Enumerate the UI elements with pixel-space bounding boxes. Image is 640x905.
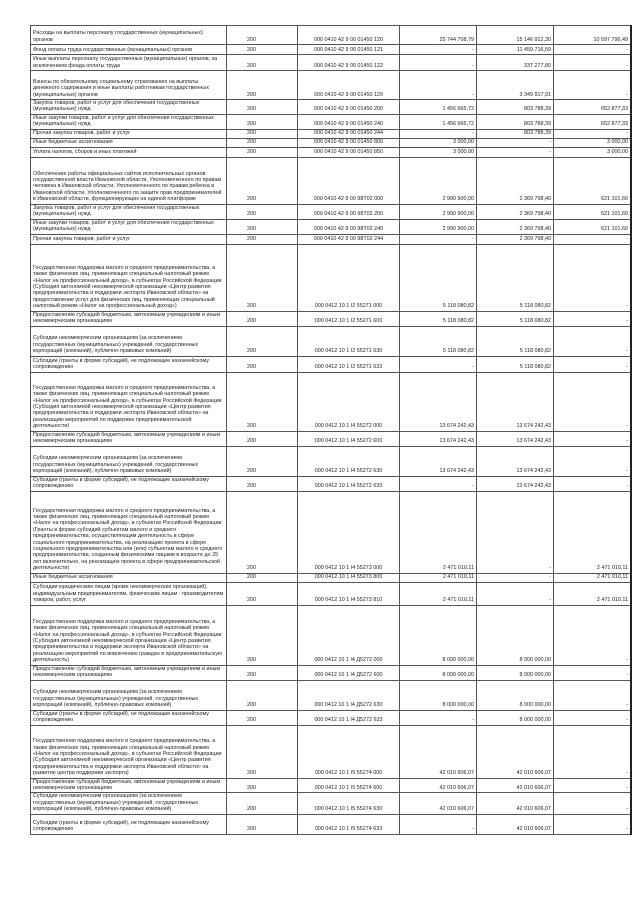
amount-unexecuted: 621 101,60: [554, 157, 632, 204]
amount-executed: -: [477, 573, 554, 582]
row-line-code: 200: [227, 71, 298, 100]
table-row: [31, 605, 632, 665]
table-row: [31, 476, 632, 491]
amount-executed: 5 118 080,82: [477, 311, 554, 326]
row-budget-code: 000 0410 42 9 00 98Т02 000: [298, 157, 400, 204]
amount-approved: 42 010 606,07: [400, 793, 477, 814]
table-row: [31, 356, 632, 372]
amount-executed: 8 000 000,00: [477, 710, 554, 725]
amount-executed: 3 349 917,91: [477, 71, 554, 100]
amount-unexecuted: -: [554, 710, 632, 725]
row-description: Иные закупки товаров, работ и услуг для обеспечения государственных (муниципальных) нужд: [31, 219, 227, 234]
row-line-code: 200: [227, 157, 298, 204]
row-description: Государственная поддержка малого и среднего предпринимательства, а также физических лиц, применяющих специальный налоговый режим «Налог на профессиональный доход», в субъектах Российской Федерации (Субсидия автономной некоммерческой организации «Центр развития предпринимательства и поддержки экспорта Ивановской области» на развитие центра поддержки экспорта): [31, 725, 227, 778]
amount-approved: 5 118 080,82: [400, 244, 477, 311]
amount-executed: 13 674 242,43: [477, 446, 554, 476]
row-budget-code: 000 0410 42 9 00 01450 120: [298, 26, 400, 45]
row-description: Обеспечение работы официальных сайтов исполнительных органов государственной власти Ивановской области, Уполномоченного по правам человека в Ивановской области, Уполномоченного по правам ребенка в Ивановской области, Уполномоченного по защите прав предпринимателей в Ивановской области, функционирующих на единой платформе: [31, 157, 227, 204]
table-row: [31, 372, 632, 431]
row-line-code: 200: [227, 372, 298, 431]
amount-executed: -: [477, 582, 554, 605]
amount-executed: 803 788,39: [477, 114, 554, 129]
amount-executed: 8 000 000,00: [477, 605, 554, 665]
amount-approved: 8 000 000,00: [400, 605, 477, 665]
row-description: Иные закупки товаров, работ и услуг для обеспечения государственных (муниципальных) нужд: [31, 114, 227, 129]
row-line-code: 200: [227, 446, 298, 476]
row-description: Субсидии (гранты в форме субсидий), не подлежащие казначейскому сопровождению: [31, 814, 227, 834]
row-line-code: 200: [227, 326, 298, 356]
row-description: Субсидии некоммерческим организациям (за исключением государственных (муниципальных) учреждений, государственных корпораций (компаний), публично-правовых компаний): [31, 326, 227, 356]
amount-approved: 13 674 242,43: [400, 446, 477, 476]
amount-approved: 1 456 665,72: [400, 100, 477, 115]
table-row: [31, 204, 632, 219]
row-budget-code: 000 0410 42 9 00 98Т02 244: [298, 234, 400, 244]
row-line-code: 200: [227, 204, 298, 219]
row-budget-code: 000 0410 42 9 00 01450 122: [298, 55, 400, 71]
row-description: Иные бюджетные ассигнования: [31, 138, 227, 147]
row-budget-code: 000 0412 10 1 I2 55271 000: [298, 244, 400, 311]
amount-unexecuted: -: [554, 665, 632, 680]
amount-unexecuted: -: [554, 431, 632, 446]
amount-approved: 3 000,00: [400, 138, 477, 147]
row-description: Фонд оплаты труда государственных (муниципальных) органов: [31, 45, 227, 55]
row-line-code: 200: [227, 356, 298, 372]
amount-approved: 42 010 606,07: [400, 778, 477, 793]
amount-unexecuted: -: [554, 244, 632, 311]
amount-executed: 337 277,80: [477, 55, 554, 71]
amount-executed: 11 459 716,59: [477, 45, 554, 55]
table-row: [31, 129, 632, 138]
row-description: Субсидии некоммерческим организациям (за исключением государственных (муниципальных) учреждений, государственных корпораций (компаний), публично-правовых компаний): [31, 446, 227, 476]
row-line-code: 200: [227, 55, 298, 71]
amount-unexecuted: -: [554, 814, 632, 834]
amount-unexecuted: -: [554, 793, 632, 814]
table-row: [31, 725, 632, 778]
amount-unexecuted: -: [554, 326, 632, 356]
amount-executed: 5 118 080,82: [477, 244, 554, 311]
row-line-code: 200: [227, 573, 298, 582]
amount-unexecuted: 10 597 796,49: [554, 26, 632, 45]
amount-unexecuted: 652 877,33: [554, 114, 632, 129]
amount-unexecuted: 2 471 010,11: [554, 573, 632, 582]
amount-unexecuted: 652 877,33: [554, 100, 632, 115]
amount-executed: 2 369 798,40: [477, 204, 554, 219]
amount-approved: -: [400, 71, 477, 100]
row-description: Субсидии (гранты в форме субсидий), не подлежащие казначейскому сопровождению: [31, 710, 227, 725]
amount-approved: 2 990 900,00: [400, 157, 477, 204]
amount-executed: -: [477, 147, 554, 157]
row-budget-code: 000 0412 10 1 I5 55274 633: [298, 814, 400, 834]
amount-unexecuted: -: [554, 55, 632, 71]
row-description: Субсидии некоммерческим организациям (за исключением государственных (муниципальных) учреждений, государственных корпораций (компаний), публично-правовых компаний): [31, 680, 227, 710]
row-line-code: 200: [227, 129, 298, 138]
amount-approved: 13 674 242,43: [400, 431, 477, 446]
row-budget-code: 000 0410 42 9 00 01450 800: [298, 138, 400, 147]
row-description: Государственная поддержка малого и среднего предпринимательства, а также физических лиц, применяющих специальный налоговый режим «Налог на профессиональный доход», в субъектах Российской Федерации (Субсидия автономной некоммерческой организации «Центр развития предпринимательства и поддержки экспорта Ивановской области» на реализацию мероприятий по вовлечению граждан в предпринимательскую деятельность): [31, 605, 227, 665]
amount-executed: -: [477, 491, 554, 573]
amount-unexecuted: -: [554, 476, 632, 491]
amount-unexecuted: -: [554, 372, 632, 431]
amount-executed: 42 010 606,07: [477, 814, 554, 834]
row-description: Иные бюджетные ассигнования: [31, 573, 227, 582]
table-row: [31, 431, 632, 446]
amount-approved: -: [400, 356, 477, 372]
amount-executed: 8 000 000,00: [477, 680, 554, 710]
table-row: [31, 311, 632, 326]
row-budget-code: 000 0412 10 1 I4 55272 000: [298, 372, 400, 431]
amount-executed: 803 788,39: [477, 129, 554, 138]
amount-unexecuted: 3 000,00: [554, 138, 632, 147]
table-row: [31, 710, 632, 725]
amount-executed: 15 146 912,30: [477, 26, 554, 45]
row-description: Предоставление субсидий бюджетным, автономным учреждениям и иным некоммерческим организациям: [31, 311, 227, 326]
table-row: [31, 778, 632, 793]
amount-approved: -: [400, 55, 477, 71]
row-budget-code: 000 0412 10 1 I4 55273 810: [298, 582, 400, 605]
amount-unexecuted: -: [554, 234, 632, 244]
amount-unexecuted: -: [554, 71, 632, 100]
row-budget-code: 000 0412 10 1 I5 55274 600: [298, 778, 400, 793]
row-line-code: 200: [227, 793, 298, 814]
amount-approved: 1 456 665,72: [400, 114, 477, 129]
table-row: [31, 157, 632, 204]
amount-approved: 2 471 010,11: [400, 582, 477, 605]
row-description: Иные выплаты персоналу государственных (муниципальных) органов, за исключением фонда оплаты труда: [31, 55, 227, 71]
row-description: Предоставление субсидий бюджетным, автономным учреждениям и иным некоммерческим организациям: [31, 665, 227, 680]
row-description: Государственная поддержка малого и среднего предпринимательства, а также физических лиц, применяющих специальный налоговый режим «Налог на профессиональный доход», в субъектах Российской Федерации (Субсидия автономной некоммерческой организации «Центр развития предпринимательства и поддержки экспорта Ивановской области» на реализацию мероприятий по поддержке предпринимательской деятельности): [31, 372, 227, 431]
row-budget-code: 000 0412 10 1 I2 55271 633: [298, 356, 400, 372]
amount-executed: -: [477, 138, 554, 147]
row-budget-code: 000 0412 10 1 I5 55274 000: [298, 725, 400, 778]
amount-approved: 8 000 000,00: [400, 680, 477, 710]
table-row: [31, 793, 632, 814]
table-row: [31, 446, 632, 476]
table-row: [31, 45, 632, 55]
row-budget-code: 000 0410 42 9 00 01450 129: [298, 71, 400, 100]
row-line-code: 200: [227, 605, 298, 665]
amount-unexecuted: -: [554, 356, 632, 372]
row-description: Субсидии (гранты в форме субсидий), не подлежащие казначейскому сопровождению: [31, 356, 227, 372]
amount-unexecuted: -: [554, 680, 632, 710]
table-row: [31, 100, 632, 115]
table-row: [31, 114, 632, 129]
row-line-code: 200: [227, 665, 298, 680]
row-line-code: 200: [227, 138, 298, 147]
table-row: [31, 582, 632, 605]
row-line-code: 200: [227, 814, 298, 834]
row-budget-code: 000 0410 42 9 00 01450 121: [298, 45, 400, 55]
row-budget-code: 000 0412 10 1 I4 55273 800: [298, 573, 400, 582]
amount-executed: 13 674 242,43: [477, 431, 554, 446]
amount-executed: 5 118 080,82: [477, 326, 554, 356]
row-description: Прочая закупка товаров, работ и услуг: [31, 234, 227, 244]
amount-approved: -: [400, 234, 477, 244]
row-line-code: 200: [227, 234, 298, 244]
row-description: Субсидии юридическим лицам (кроме некоммерческих организаций), индивидуальным предпринимателям, физическим лицам - производителям товаров, работ, услуг: [31, 582, 227, 605]
row-description: Субсидии (гранты в форме субсидий), не подлежащие казначейскому сопровождению: [31, 476, 227, 491]
table-row: [31, 26, 632, 45]
row-line-code: 200: [227, 491, 298, 573]
table-body: [31, 26, 632, 835]
amount-unexecuted: 2 471 010,11: [554, 582, 632, 605]
amount-executed: 8 000 000,00: [477, 665, 554, 680]
row-budget-code: 000 0410 42 9 00 01450 244: [298, 129, 400, 138]
amount-executed: 42 010 606,07: [477, 793, 554, 814]
table-row: [31, 219, 632, 234]
amount-approved: 2 471 010,11: [400, 491, 477, 573]
amount-executed: 2 369 798,40: [477, 157, 554, 204]
row-description: Субсидии некоммерческим организациям (за исключением государственных (муниципальных) учреждений, государственных корпораций (компаний), публично-правовых компаний): [31, 793, 227, 814]
amount-approved: 8 000 000,00: [400, 665, 477, 680]
amount-unexecuted: -: [554, 605, 632, 665]
row-description: Взносы по обязательному социальному страхованию на выплаты денежного содержания и иные выплаты работникам государственных (муниципальных) органов: [31, 71, 227, 100]
table-row: [31, 147, 632, 157]
row-budget-code: 000 0412 10 1 I4 Д5272 633: [298, 710, 400, 725]
row-budget-code: 000 0412 10 1 I4 55272 633: [298, 476, 400, 491]
amount-unexecuted: -: [554, 129, 632, 138]
row-description: Государственная поддержка малого и среднего предпринимательства, а также физических лиц, применяющих специальный налоговый режим «Налог на профессиональный доход», в субъектах Российской Федерации (Гранты в форме субсидий субъектам малого и среднего предпринимательства, осуществляющим деятельность в сфере социального предпринимательства, на реализацию проекта в сфере социального предпринимательства или (или) субъектам малого и среднего предпринимательства, созданным физическими лицами в возрасте до 25 лет включительно, на реализацию проекта в сфере предпринимательской деятельности): [31, 491, 227, 573]
table-row: [31, 234, 632, 244]
row-description: Закупка товаров, работ и услуг для обеспечения государственных (муниципальных) нужд: [31, 204, 227, 219]
table-row: [31, 680, 632, 710]
row-budget-code: 000 0412 10 1 I4 Д5272 600: [298, 665, 400, 680]
table-row: [31, 138, 632, 147]
amount-approved: 42 010 606,07: [400, 725, 477, 778]
table-row: [31, 814, 632, 834]
row-line-code: 200: [227, 680, 298, 710]
amount-approved: 13 674 242,43: [400, 372, 477, 431]
amount-approved: 2 990 900,00: [400, 219, 477, 234]
row-description: Закупка товаров, работ и услуг для обеспечения государственных (муниципальных) нужд: [31, 100, 227, 115]
amount-approved: 2 471 010,11: [400, 573, 477, 582]
amount-unexecuted: 621 101,60: [554, 204, 632, 219]
amount-approved: 5 118 080,82: [400, 311, 477, 326]
row-line-code: 200: [227, 45, 298, 55]
amount-approved: -: [400, 710, 477, 725]
amount-unexecuted: -: [554, 45, 632, 55]
amount-approved: -: [400, 476, 477, 491]
row-line-code: 200: [227, 725, 298, 778]
amount-approved: -: [400, 129, 477, 138]
amount-unexecuted: -: [554, 446, 632, 476]
row-budget-code: 000 0410 42 9 00 01450 850: [298, 147, 400, 157]
row-budget-code: 000 0410 42 9 00 01450 240: [298, 114, 400, 129]
row-line-code: 200: [227, 311, 298, 326]
row-line-code: 200: [227, 147, 298, 157]
row-line-code: 200: [227, 26, 298, 45]
row-line-code: 200: [227, 778, 298, 793]
row-budget-code: 000 0410 42 9 00 98Т02 200: [298, 204, 400, 219]
amount-executed: 13 674 242,43: [477, 372, 554, 431]
row-line-code: 200: [227, 100, 298, 115]
amount-executed: 2 369 798,40: [477, 234, 554, 244]
row-description: Предоставление субсидий бюджетным, автономным учреждениям и иным некоммерческим организациям: [31, 778, 227, 793]
row-line-code: 200: [227, 244, 298, 311]
amount-executed: 42 010 606,07: [477, 778, 554, 793]
amount-unexecuted: 3 000,00: [554, 147, 632, 157]
row-line-code: 200: [227, 219, 298, 234]
row-budget-code: 000 0410 42 9 00 98Т02 240: [298, 219, 400, 234]
row-line-code: 200: [227, 710, 298, 725]
row-budget-code: 000 0412 10 1 I2 55271 630: [298, 326, 400, 356]
amount-approved: 2 990 900,00: [400, 204, 477, 219]
amount-approved: 5 118 080,82: [400, 326, 477, 356]
amount-approved: 25 744 708,79: [400, 26, 477, 45]
row-description: Расходы на выплаты персоналу государственных (муниципальных) органов: [31, 26, 227, 45]
row-budget-code: 000 0412 10 1 I4 55272 600: [298, 431, 400, 446]
amount-executed: 5 118 080,82: [477, 356, 554, 372]
row-description: Предоставление субсидий бюджетным, автономным учреждениям и иным некоммерческим организациям: [31, 431, 227, 446]
table-row: [31, 665, 632, 680]
row-description: Государственная поддержка малого и среднего предпринимательства, а также физических лиц, применяющих специальный налоговый режим «Налог на профессиональный доход», в субъектах Российской Федерации (Субсидия автономной некоммерческой организации «Центр развития предпринимательства и поддержки экспорта Ивановской области» на предоставление услуг для физических лиц, применяющих специальный налоговый режим «Налог на профессиональный доход»): [31, 244, 227, 311]
amount-approved: -: [400, 814, 477, 834]
budget-expenditure-table: [30, 25, 632, 835]
row-budget-code: 000 0412 10 1 I5 55274 630: [298, 793, 400, 814]
amount-executed: 13 674 242,43: [477, 476, 554, 491]
amount-unexecuted: -: [554, 778, 632, 793]
row-budget-code: 000 0412 10 1 I4 55273 000: [298, 491, 400, 573]
amount-unexecuted: -: [554, 311, 632, 326]
row-description: Уплата налогов, сборов и иных платежей: [31, 147, 227, 157]
row-budget-code: 000 0412 10 1 I2 55271 600: [298, 311, 400, 326]
table-row: [31, 491, 632, 573]
amount-executed: 2 369 798,40: [477, 219, 554, 234]
row-budget-code: 000 0410 42 9 00 01450 200: [298, 100, 400, 115]
table-row: [31, 244, 632, 311]
row-line-code: 200: [227, 582, 298, 605]
table-row: [31, 326, 632, 356]
row-budget-code: 000 0412 10 1 I4 Д5272 630: [298, 680, 400, 710]
row-budget-code: 000 0412 10 1 I4 Д5272 000: [298, 605, 400, 665]
amount-unexecuted: -: [554, 725, 632, 778]
row-description: Прочая закупка товаров, работ и услуг: [31, 129, 227, 138]
table-row: [31, 71, 632, 100]
row-budget-code: 000 0412 10 1 I4 55272 630: [298, 446, 400, 476]
table-row: [31, 573, 632, 582]
amount-unexecuted: 2 471 010,11: [554, 491, 632, 573]
amount-executed: 42 010 606,07: [477, 725, 554, 778]
row-line-code: 200: [227, 431, 298, 446]
amount-executed: 803 788,39: [477, 100, 554, 115]
amount-approved: -: [400, 45, 477, 55]
amount-approved: 3 000,00: [400, 147, 477, 157]
row-line-code: 200: [227, 114, 298, 129]
amount-unexecuted: 621 101,60: [554, 219, 632, 234]
row-line-code: 200: [227, 476, 298, 491]
table-row: [31, 55, 632, 71]
